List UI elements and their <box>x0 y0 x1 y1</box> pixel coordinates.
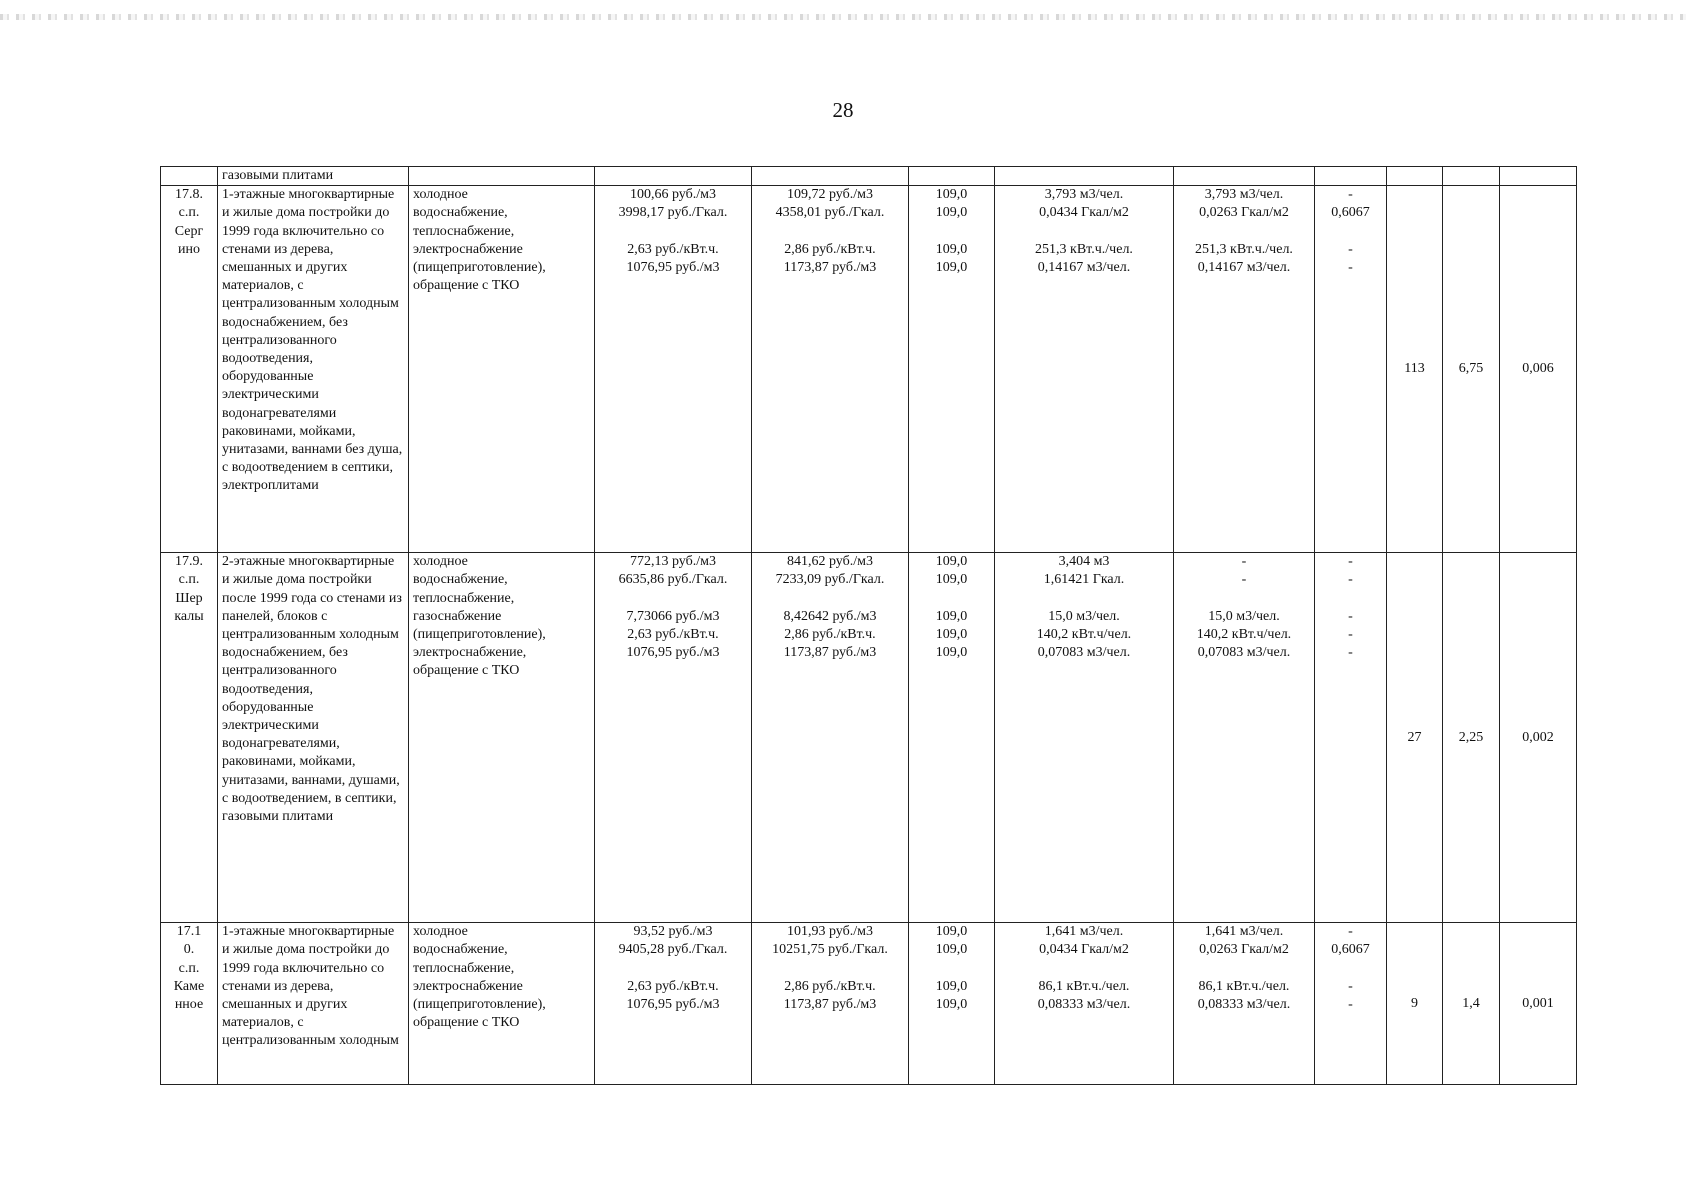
tariff2-cell-line: 4358,01 руб./Гкал. <box>775 205 885 221</box>
norm2-cell-line <box>1178 223 1310 241</box>
tariff1-cell-line <box>599 223 747 241</box>
tariff1-cell-line: 100,66 руб./м3 <box>629 187 716 203</box>
share-cell: 0,006 <box>1500 186 1577 553</box>
row-number-cell-line: с.п. <box>178 572 200 588</box>
tariff2-cell <box>752 553 909 923</box>
index-cell <box>909 923 995 1085</box>
coef-cell-line: - <box>1348 572 1353 588</box>
description-text: 2-этажные многоквартирные и жилые дома постройки после 1999 года со стенами из панелей, блоков с централизованным холодным водоснабжением, без централизованного водоотведения, оборудованные электрическими водонагревателями, раковинами, мойками, унитазами, ваннами, душами, с водоотведением, в септики, газовыми плитами <box>222 554 402 825</box>
tariff2-cell-line: 101,93 руб./м3 <box>786 924 873 940</box>
row-number-cell-line: 17.1 <box>176 924 202 940</box>
row-number-cell-line: ино <box>178 241 200 257</box>
page-number: 28 <box>832 98 854 122</box>
header-cell-tariff1 <box>595 167 752 186</box>
tariff2-cell-line: 2,86 руб./кВт.ч. <box>784 627 876 642</box>
services-cell-line: теплоснабжение, <box>413 960 515 976</box>
norm1-cell-line: 86,1 кВт.ч./чел. <box>1038 978 1130 994</box>
index-cell-line: 109,0 <box>935 997 968 1012</box>
norm1-cell-line <box>999 960 1169 978</box>
norm1-cell-line: 1,61421 Гкал. <box>1043 572 1125 588</box>
norm1-cell-line: 251,3 кВт.ч./чел. <box>1035 241 1133 257</box>
description-text: 1-этажные многоквартирные и жилые дома постройки до 1999 года включительно со стенами из дерева, смешанных и других материалов, с централизованным холодным <box>222 924 399 1049</box>
header-cell-tariff2 <box>752 167 909 186</box>
coef-cell <box>1315 186 1387 553</box>
services-cell-line: (пищеприготовление), <box>413 260 546 276</box>
tariff2-cell-line <box>756 223 904 241</box>
index-cell-line: 109,0 <box>935 554 968 570</box>
norm1-cell-line: 3,404 м3 <box>1058 554 1110 570</box>
services-cell-line: теплоснабжение, <box>413 223 515 239</box>
row-number-cell-line: калы <box>174 608 204 624</box>
tariff2-cell-line: 109,72 руб./м3 <box>786 187 873 203</box>
count-cell: 9 <box>1387 923 1443 1085</box>
norm1-cell-line <box>999 223 1169 241</box>
services-cell-line: водоснабжение, <box>413 942 508 958</box>
count-cell: 27 <box>1387 553 1443 923</box>
tariff-table <box>160 166 1577 1085</box>
coef-cell-line <box>1319 223 1382 241</box>
header-cell-pct <box>1443 167 1500 186</box>
row-number-cell-line: Серг <box>174 223 204 239</box>
norm2-cell-line: 0,08333 м3/чел. <box>1197 997 1291 1012</box>
tariff2-cell <box>752 186 909 553</box>
index-cell <box>909 553 995 923</box>
tariff1-cell-line <box>599 590 747 608</box>
norm1-cell <box>995 553 1174 923</box>
tariff2-cell-line: 1173,87 руб./м3 <box>783 997 877 1012</box>
services-cell-line: обращение с ТКО <box>413 663 520 679</box>
norm2-cell <box>1174 186 1315 553</box>
row-number-cell-line: 17.9. <box>175 554 203 570</box>
pct-cell: 6,75 <box>1443 186 1500 553</box>
services-cell <box>409 553 595 923</box>
tariff1-cell-line: 9405,28 руб./Гкал. <box>618 942 728 958</box>
coef-cell-line: - <box>1348 978 1353 994</box>
norm2-cell-line: 1,641 м3/чел. <box>1204 924 1284 940</box>
norm2-cell-line <box>1178 960 1310 978</box>
scan-edge-artifact <box>0 14 1686 20</box>
norm2-cell <box>1174 923 1315 1085</box>
header-cell-description: газовыми плитами <box>218 167 409 186</box>
norm2-cell-line: 15,0 м3/чел. <box>1208 608 1280 624</box>
index-cell-line: 109,0 <box>935 942 968 958</box>
description-text: 1-этажные многоквартирные и жилые дома постройки до 1999 года включительно со стенами из дерева, смешанных и других материалов, с централизованным холодным водоснабжением, без централизованного водоотведения, оборудованные электрическими водонагревателями раковинами, мойками, унитазами, ваннами без душа, с водоотведением в септики, электроплитами <box>222 187 403 494</box>
tariff1-cell <box>595 186 752 553</box>
coef-cell-line: - <box>1348 241 1353 257</box>
norm2-cell-line <box>1178 590 1310 608</box>
header-cell-coef <box>1315 167 1387 186</box>
pct-cell: 1,4 <box>1443 923 1500 1085</box>
services-cell-line: (пищеприготовление), <box>413 997 546 1013</box>
norm1-cell-line: 15,0 м3/чел. <box>1048 608 1120 624</box>
services-cell-line: обращение с ТКО <box>413 278 520 294</box>
norm1-cell-line <box>999 590 1169 608</box>
header-cell-norm2 <box>1174 167 1315 186</box>
row-number-cell <box>161 923 218 1085</box>
tariff1-cell <box>595 923 752 1085</box>
services-cell-line: электроснабжение, <box>413 645 527 661</box>
index-cell-line: 109,0 <box>935 645 968 661</box>
services-cell-line: холодное <box>413 187 468 203</box>
index-cell-line: 109,0 <box>935 627 968 642</box>
tariff1-cell-line: 3998,17 руб./Гкал. <box>618 205 728 221</box>
index-cell-line <box>913 223 990 241</box>
pct-cell: 2,25 <box>1443 553 1500 923</box>
coef-cell-line <box>1319 960 1382 978</box>
norm1-cell-line: 0,08333 м3/чел. <box>1037 997 1131 1012</box>
table-row <box>161 553 1577 923</box>
coef-cell <box>1315 553 1387 923</box>
norm2-cell-line: 0,07083 м3/чел. <box>1197 645 1291 661</box>
norm2-cell-line: - <box>1241 572 1247 588</box>
tariff1-cell-line: 6635,86 руб./Гкал. <box>618 572 728 588</box>
norm2-cell <box>1174 553 1315 923</box>
tariff2-cell-line: 1173,87 руб./м3 <box>783 645 877 661</box>
norm1-cell <box>995 186 1174 553</box>
tariff1-cell-line <box>599 960 747 978</box>
index-cell <box>909 186 995 553</box>
coef-cell-line: - <box>1348 187 1353 203</box>
coef-cell-line: - <box>1348 260 1353 275</box>
coef-cell-line: - <box>1348 627 1353 642</box>
norm2-cell-line: 3,793 м3/чел. <box>1204 187 1284 203</box>
coef-cell-line: 0,6067 <box>1331 205 1370 221</box>
index-cell-line <box>913 590 990 608</box>
norm1-cell-line: 140,2 кВт.ч/чел. <box>1036 627 1132 642</box>
header-cell-count <box>1387 167 1443 186</box>
norm1-cell <box>995 923 1174 1085</box>
norm1-cell-line: 1,641 м3/чел. <box>1044 924 1124 940</box>
coef-cell-line: 0,6067 <box>1331 942 1370 958</box>
tariff2-cell-line <box>756 960 904 978</box>
norm2-cell-line: 140,2 кВт.ч/чел. <box>1196 627 1292 642</box>
services-cell <box>409 186 595 553</box>
coef-cell <box>1315 923 1387 1085</box>
index-cell-line: 109,0 <box>935 608 968 624</box>
services-cell <box>409 923 595 1085</box>
row-number-cell-line: с.п. <box>178 205 200 221</box>
services-cell-line: (пищеприготовление), <box>413 627 546 643</box>
share-cell: 0,001 <box>1500 923 1577 1085</box>
tariff1-cell-line: 2,63 руб./кВт.ч. <box>627 627 719 642</box>
norm1-cell-line: 0,0434 Гкал/м2 <box>1039 942 1129 958</box>
tariff2-cell-line: 7233,09 руб./Гкал. <box>775 572 885 588</box>
services-cell-line: электроснабжение <box>413 978 523 994</box>
index-cell-line: 109,0 <box>935 187 968 203</box>
index-cell-line: 109,0 <box>935 241 968 257</box>
norm1-cell-line: 3,793 м3/чел. <box>1044 187 1124 203</box>
row-number-cell-line: нное <box>174 997 204 1013</box>
tariff2-cell-line <box>756 590 904 608</box>
tariff1-cell-line: 7,73066 руб./м3 <box>626 608 720 624</box>
index-cell-line <box>913 960 990 978</box>
index-cell-line: 109,0 <box>935 260 968 275</box>
tariff2-cell <box>752 923 909 1085</box>
services-cell-line: обращение с ТКО <box>413 1015 520 1031</box>
table-row <box>161 923 1577 1085</box>
header-cell-index <box>909 167 995 186</box>
tariff2-cell-line: 2,86 руб./кВт.ч. <box>784 978 876 994</box>
row-number-cell-line: 0. <box>183 942 195 958</box>
description-cell <box>218 923 409 1085</box>
index-cell-line: 109,0 <box>935 924 968 940</box>
description-cell <box>218 553 409 923</box>
coef-cell-line <box>1319 590 1382 608</box>
header-row <box>161 167 1577 186</box>
header-cell-share <box>1500 167 1577 186</box>
row-number-cell <box>161 553 218 923</box>
norm2-cell-line: - <box>1241 554 1247 570</box>
tariff2-cell-line: 841,62 руб./м3 <box>786 554 873 570</box>
norm1-cell-line: 0,0434 Гкал/м2 <box>1039 205 1129 221</box>
services-cell-line: теплоснабжение, <box>413 590 515 606</box>
norm2-cell-line: 0,14167 м3/чел. <box>1197 260 1291 275</box>
services-cell-line: холодное <box>413 554 468 570</box>
services-cell-line: газоснабжение <box>413 608 502 624</box>
header-cell-num <box>161 167 218 186</box>
share-cell: 0,002 <box>1500 553 1577 923</box>
index-cell-line: 109,0 <box>935 978 968 994</box>
norm2-cell-line: 251,3 кВт.ч./чел. <box>1195 241 1293 257</box>
row-number-cell-line: 17.8. <box>175 187 203 203</box>
services-cell-line: водоснабжение, <box>413 572 508 588</box>
norm2-cell-line: 86,1 кВт.ч./чел. <box>1198 978 1290 994</box>
header-cell-norm1 <box>995 167 1174 186</box>
tariff1-cell-line: 2,63 руб./кВт.ч. <box>627 978 719 994</box>
row-number-cell-line: Каме <box>173 978 205 994</box>
tariff2-cell-line: 8,42642 руб./м3 <box>783 608 877 624</box>
tariff1-cell <box>595 553 752 923</box>
norm1-cell-line: 0,14167 м3/чел. <box>1037 260 1131 275</box>
description-cell <box>218 186 409 553</box>
services-cell-line: электроснабжение <box>413 241 523 257</box>
tariff2-cell-line: 1173,87 руб./м3 <box>783 260 877 275</box>
coef-cell-line: - <box>1348 554 1353 570</box>
coef-cell-line: - <box>1348 645 1353 661</box>
tariff1-cell-line: 93,52 руб./м3 <box>633 924 713 940</box>
table-row <box>161 186 1577 553</box>
coef-cell-line: - <box>1348 608 1353 624</box>
norm2-cell-line: 0,0263 Гкал/м2 <box>1199 942 1289 958</box>
tariff1-cell-line: 1076,95 руб./м3 <box>626 645 720 661</box>
coef-cell-line: - <box>1348 924 1353 940</box>
row-number-cell-line: с.п. <box>178 960 200 976</box>
index-cell-line: 109,0 <box>935 572 968 588</box>
row-number-cell-line: Шер <box>175 590 203 606</box>
tariff2-cell-line: 10251,75 руб./Гкал. <box>772 942 888 958</box>
tariff2-cell-line: 2,86 руб./кВт.ч. <box>784 241 876 257</box>
tariff1-cell-line: 1076,95 руб./м3 <box>626 997 720 1012</box>
count-cell: 113 <box>1387 186 1443 553</box>
coef-cell-line: - <box>1348 997 1353 1012</box>
tariff1-cell-line: 2,63 руб./кВт.ч. <box>627 241 719 257</box>
norm2-cell-line: 0,0263 Гкал/м2 <box>1199 205 1289 221</box>
tariff1-cell-line: 772,13 руб./м3 <box>629 554 716 570</box>
services-cell-line: водоснабжение, <box>413 205 508 221</box>
services-cell-line: холодное <box>413 924 468 940</box>
tariff1-cell-line: 1076,95 руб./м3 <box>626 260 720 275</box>
index-cell-line: 109,0 <box>935 205 968 221</box>
header-cell-services <box>409 167 595 186</box>
norm1-cell-line: 0,07083 м3/чел. <box>1037 645 1131 661</box>
row-number-cell <box>161 186 218 553</box>
